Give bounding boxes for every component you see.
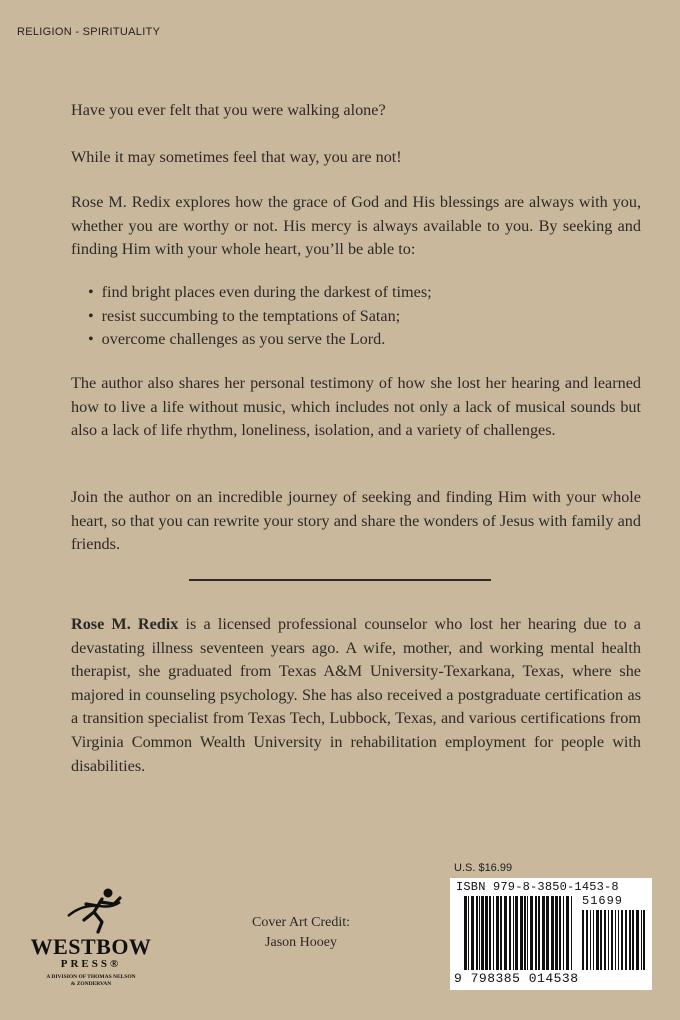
- cover-art-credit: [252, 913, 350, 953]
- barcode-bar: [636, 910, 639, 970]
- barcode-bar: [563, 896, 564, 970]
- barcode-bar: [520, 896, 523, 970]
- blurb-question: Have you ever felt that you were walking alone?: [71, 101, 386, 119]
- barcode-bar: [571, 896, 572, 970]
- barcode-bar: [479, 896, 480, 970]
- barcode-bar: [481, 896, 484, 970]
- barcode-bar: [493, 896, 494, 970]
- barcode-bar: [515, 896, 518, 970]
- barcode-bar: [476, 896, 478, 970]
- barcode-bar: [582, 910, 584, 970]
- barcode-bar: [546, 896, 549, 970]
- barcode-bar: [535, 896, 537, 970]
- credit-artist: Jason Hooey: [265, 935, 337, 950]
- barcode-bar: [504, 896, 507, 970]
- author-bio-text: is a licensed professional counselor who lost her hearing due to a devastating illness seventeen years ago. A wife, mother, and working mental health therapist, she graduated from Texas A&M University-Texarkana, Texas, where she majored in counseling psychology. She has also received a postgraduate certification as a transition specialist from Texas Tech, Lubbock, Texas, and various certifications from Virginia Common Wealth University in rehabilitation employment for people with disabilities.: [71, 615, 641, 775]
- barcode-bar: [513, 896, 514, 970]
- barcode-bar: [471, 896, 474, 970]
- barcode-bar: [509, 896, 511, 970]
- barcode-bar: [559, 896, 561, 970]
- isbn-barcode: [450, 878, 652, 990]
- barcode-bar: [611, 910, 613, 970]
- barcode-bar: [604, 910, 606, 970]
- barcode-bar: [542, 896, 545, 970]
- barcode-bar: [555, 896, 558, 970]
- blurb-intro: Rose M. Redix explores how the grace of God and His blessings are always with you, whether you are worthy or not. His mercy is always available to you. By seeking and finding Him with your whole heart, you’ll be able to:: [71, 193, 641, 259]
- barcode-bar: [586, 910, 588, 970]
- publisher-press: PRESS®: [60, 958, 122, 970]
- barcode-bar: [600, 910, 602, 970]
- barcode-bar: [625, 910, 627, 970]
- barcode-bar: [530, 896, 533, 970]
- list-item: • overcome challenges as you serve the Lord.: [88, 328, 638, 352]
- publisher-division: A DIVISION OF THOMAS NELSON & ZONDERVAN: [46, 974, 136, 987]
- publisher-name: WESTBOW: [30, 934, 152, 959]
- barcode-bar: [632, 910, 634, 970]
- barcode-bar: [593, 910, 594, 970]
- isbn-number: ISBN 979-8-3850-1453-8: [456, 880, 619, 894]
- section-divider: [189, 579, 491, 581]
- author-bio: [71, 613, 641, 778]
- barcode-bar: [496, 896, 499, 970]
- ean-digits: 9 798385 014538: [454, 971, 579, 986]
- blurb-testimony: The author also shares her personal testimony of how she lost her hearing and learned how to live a life without music, which includes not only a lack of musical sounds but also a lack of life rhythm, loneliness, isolation, and a variety of challenges.: [71, 374, 641, 440]
- blurb-answer: While it may sometimes feel that way, you are not!: [71, 148, 402, 166]
- barcode-bar: [643, 910, 645, 970]
- barcode-bar: [590, 910, 591, 970]
- price-label: U.S. $16.99: [454, 862, 513, 874]
- runner-silhouette-icon: [20, 882, 160, 936]
- barcode-bar: [615, 910, 616, 970]
- category-label: RELIGION - SPIRITUALITY: [17, 26, 161, 38]
- barcode-bar: [596, 910, 599, 970]
- publisher-logo: [20, 882, 160, 1002]
- price-addon-digits: 51699: [582, 894, 624, 908]
- list-item: • resist succumbing to the temptations of Satan;: [88, 305, 638, 329]
- barcode-bar: [485, 896, 488, 970]
- barcode-bar: [618, 910, 619, 970]
- list-item: • find bright places even during the darkest of times;: [88, 281, 638, 305]
- barcode-bar: [500, 896, 502, 970]
- benefits-list: [88, 281, 638, 352]
- barcode-bar: [629, 910, 631, 970]
- barcode-bar: [524, 896, 526, 970]
- barcode-bar: [538, 896, 540, 970]
- blurb-invitation: Join the author on an incredible journey of seeking and finding Him with your whole heart, so that you can rewrite your story and share the wonders of Jesus with family and friends.: [71, 488, 641, 554]
- barcode-bar: [566, 896, 569, 970]
- barcode-bar: [641, 910, 642, 970]
- barcode-bar: [489, 896, 491, 970]
- barcode-bar: [527, 896, 528, 970]
- barcode-bar: [464, 896, 467, 970]
- barcode-bar: [621, 910, 623, 970]
- credit-label: Cover Art Credit:: [252, 915, 350, 930]
- barcode-bar: [468, 896, 469, 970]
- barcode-bar: [551, 896, 554, 970]
- barcode-bar: [608, 910, 609, 970]
- author-name: Rose M. Redix: [71, 615, 179, 633]
